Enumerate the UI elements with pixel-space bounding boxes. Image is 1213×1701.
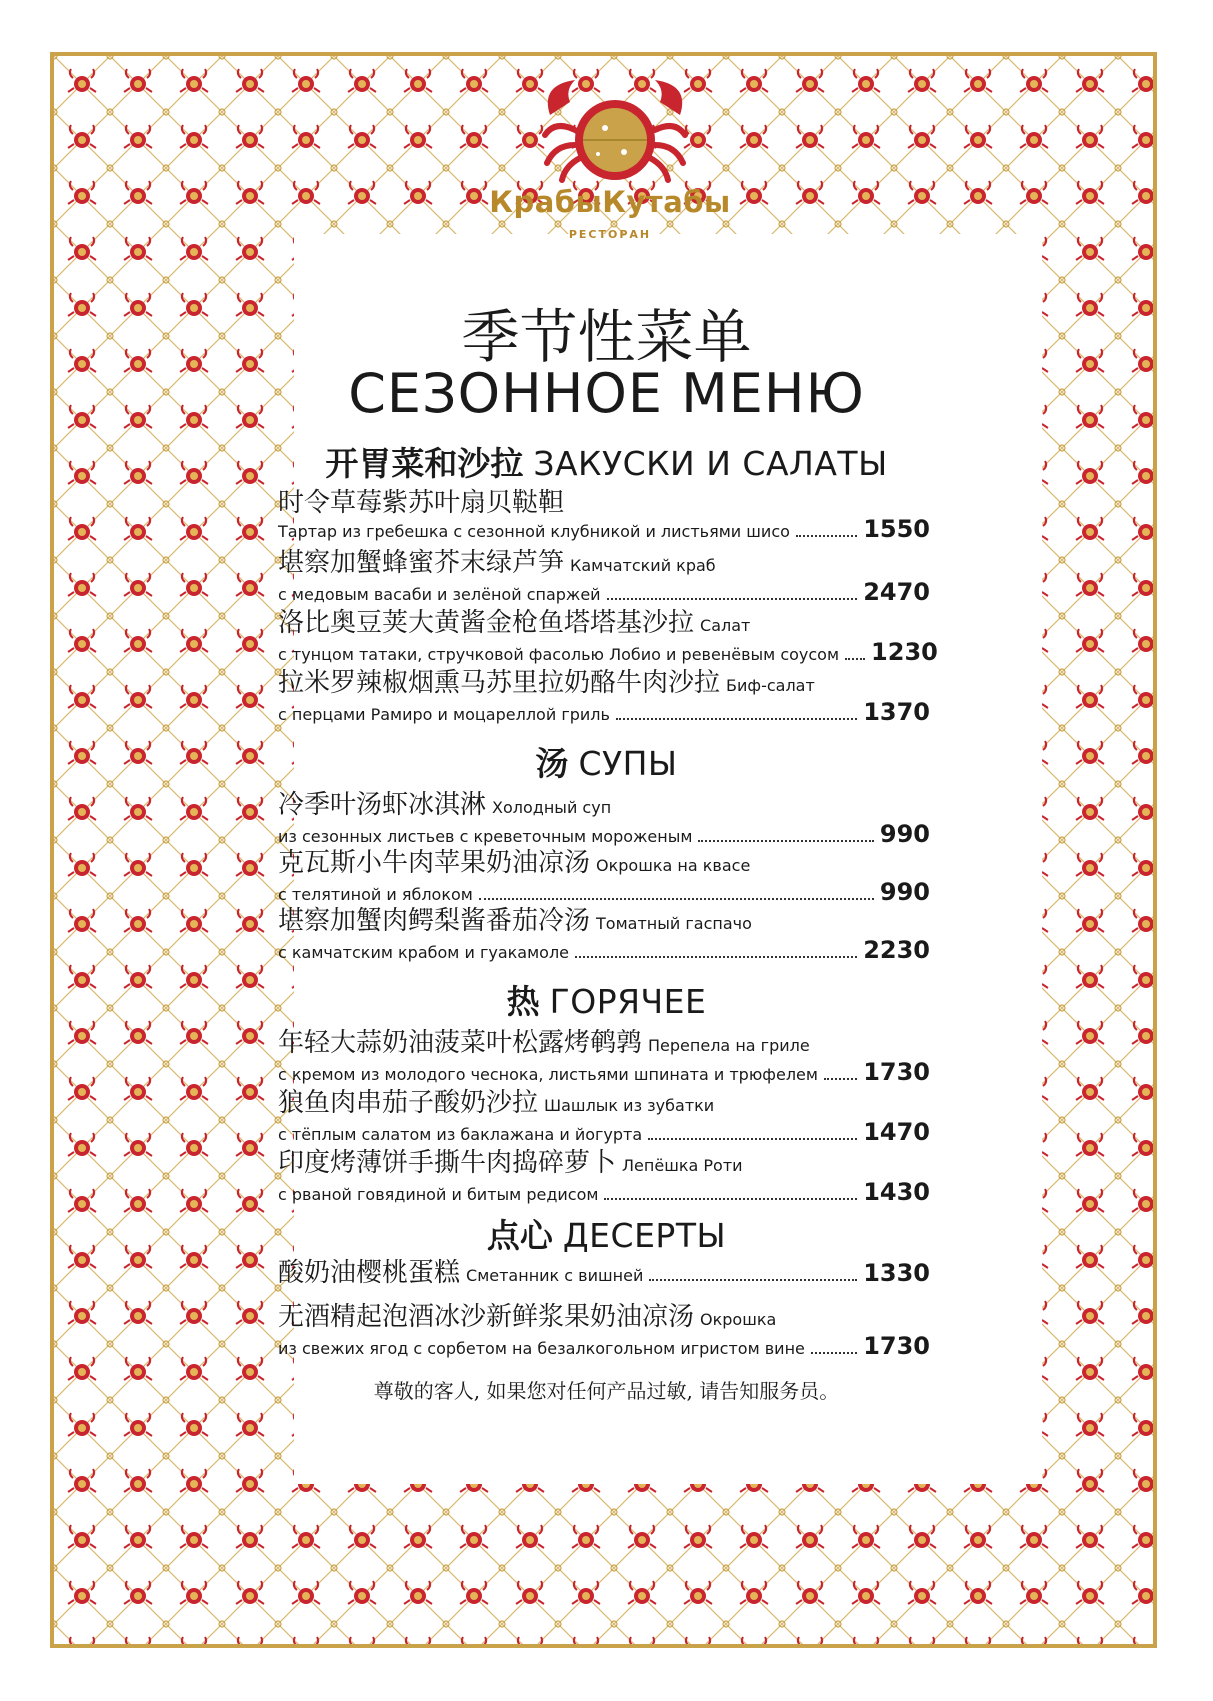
item-name-cn: 拉米罗辣椒烟熏马苏里拉奶酪牛肉沙拉 <box>278 668 721 698</box>
item-description: с тунцом татаки, стручковой фасолью Лобио и ревенёвым соусом <box>278 645 840 664</box>
item-description: с телятиной и яблоком <box>278 885 473 904</box>
section-heading-appetizers <box>0 438 1213 485</box>
brand-name: КрабыКутабы <box>489 185 731 219</box>
section-heading-ru: ДЕСЕРТЫ <box>562 1216 727 1255</box>
dot-leader <box>824 1078 857 1080</box>
item-price: 2230 <box>863 936 930 964</box>
item-price: 2470 <box>863 578 930 606</box>
item-price: 1730 <box>863 1332 930 1360</box>
item-description: из свежих ягод с сорбетом на безалкогольном игристом вине <box>278 1339 805 1358</box>
dot-leader <box>698 840 873 842</box>
item-name-cn: 洛比奥豆荚大黄酱金枪鱼塔塔基沙拉 <box>278 608 695 638</box>
allergy-note: 尊敬的客人, 如果您对任何产品过敏, 请告知服务员。 <box>373 1379 840 1403</box>
item-price: 1330 <box>863 1259 930 1287</box>
item-name-ru: Лепёшка Роти <box>622 1156 743 1175</box>
item-description: Сметанник с вишней <box>466 1266 644 1285</box>
item-description: из сезонных листьев с креветочным мороженым <box>278 827 693 846</box>
item-name-ru: Биф-салат <box>726 676 815 695</box>
item-price: 990 <box>879 878 930 906</box>
menu-title-ru: СЕЗОННОЕ МЕНЮ <box>348 362 865 425</box>
item-name-cn: 时令草莓紫苏叶扇贝鞑靼 <box>278 488 565 518</box>
section-heading-cn: 开胃菜和沙拉 <box>325 444 524 483</box>
menu-item <box>278 1088 930 1146</box>
menu-item <box>278 488 930 543</box>
menu-item <box>278 906 930 964</box>
dot-leader <box>845 658 865 660</box>
item-price: 1470 <box>863 1118 930 1146</box>
item-name-ru: Камчатский краб <box>570 556 716 575</box>
item-name-cn: 狼鱼肉串茄子酸奶沙拉 <box>278 1088 539 1118</box>
item-name-cn: 堪察加蟹肉鳄梨酱番茄冷汤 <box>278 906 591 936</box>
item-name-cn: 冷季叶汤虾冰淇淋 <box>278 790 487 820</box>
menu-item <box>278 668 930 726</box>
dot-leader <box>648 1138 857 1140</box>
dot-leader <box>616 718 857 720</box>
item-name-cn: 无酒精起泡酒冰沙新鲜浆果奶油凉汤 <box>278 1302 695 1332</box>
item-description: с кремом из молодого чеснока, листьями шпината и трюфелем <box>278 1065 818 1084</box>
section-heading-soups <box>0 738 1213 785</box>
section-heading-cn: 热 <box>506 982 540 1021</box>
section-heading-cn: 点心 <box>486 1216 553 1255</box>
section-heading-ru: ГОРЯЧЕЕ <box>549 982 707 1021</box>
dot-leader <box>796 535 857 537</box>
menu-title-cn: 季节性菜单 <box>461 303 752 371</box>
menu-item <box>278 1028 930 1086</box>
item-description: с тёплым салатом из баклажана и йогурта <box>278 1125 643 1144</box>
item-description: с рваной говядиной и битым редисом <box>278 1185 599 1204</box>
item-name-ru: Томатный гаспачо <box>596 914 752 933</box>
item-price: 990 <box>879 820 930 848</box>
menu-item <box>278 848 930 906</box>
menu-item <box>278 1148 930 1206</box>
dot-leader <box>575 956 857 958</box>
menu-item <box>278 790 930 848</box>
dot-leader <box>604 1198 857 1200</box>
dot-leader <box>607 598 858 600</box>
item-description: Тартар из гребешка с сезонной клубникой и листьями шисо <box>278 522 790 541</box>
item-name-cn: 年轻大蒜奶油菠菜叶松露烤鹌鹑 <box>278 1028 643 1058</box>
item-name-cn: 克瓦斯小牛肉苹果奶油凉汤 <box>278 848 591 878</box>
section-heading-cn: 汤 <box>535 744 569 783</box>
section-heading-ru: ЗАКУСКИ И САЛАТЫ <box>533 444 888 483</box>
item-price: 1430 <box>863 1178 930 1206</box>
section-heading-desserts <box>0 1210 1213 1257</box>
item-description: с медовым васаби и зелёной спаржей <box>278 585 601 604</box>
item-name-ru: Окрошка на квасе <box>596 856 751 875</box>
menu-item <box>278 608 938 666</box>
item-name-ru: Салат <box>700 616 751 635</box>
brand-subtitle: РЕСТОРАН <box>568 228 652 241</box>
item-name-cn: 堪察加蟹蜂蜜芥末绿芦笋 <box>278 548 565 578</box>
item-price: 1230 <box>871 638 938 666</box>
menu-item <box>278 1258 930 1288</box>
dot-leader <box>811 1352 857 1354</box>
item-name-ru: Перепела на гриле <box>648 1036 810 1055</box>
item-name-cn: 酸奶油樱桃蛋糕 <box>278 1258 461 1288</box>
menu-item <box>278 548 930 606</box>
item-name-ru: Окрошка <box>700 1310 777 1329</box>
item-price: 1370 <box>863 698 930 726</box>
dot-leader <box>649 1279 857 1281</box>
item-price: 1730 <box>863 1058 930 1086</box>
item-description: с камчатским крабом и гуакамоле <box>278 943 570 962</box>
section-heading-ru: СУПЫ <box>578 744 678 783</box>
item-name-ru: Холодный суп <box>492 798 612 817</box>
dot-leader <box>479 898 874 900</box>
menu-item <box>278 1302 930 1360</box>
item-price: 1550 <box>863 515 930 543</box>
section-heading-hot <box>0 976 1213 1023</box>
item-description: с перцами Рамиро и моцареллой гриль <box>278 705 610 724</box>
item-name-cn: 印度烤薄饼手撕牛肉捣碎萝卜 <box>278 1148 617 1178</box>
item-name-ru: Шашлык из зубатки <box>544 1096 715 1115</box>
